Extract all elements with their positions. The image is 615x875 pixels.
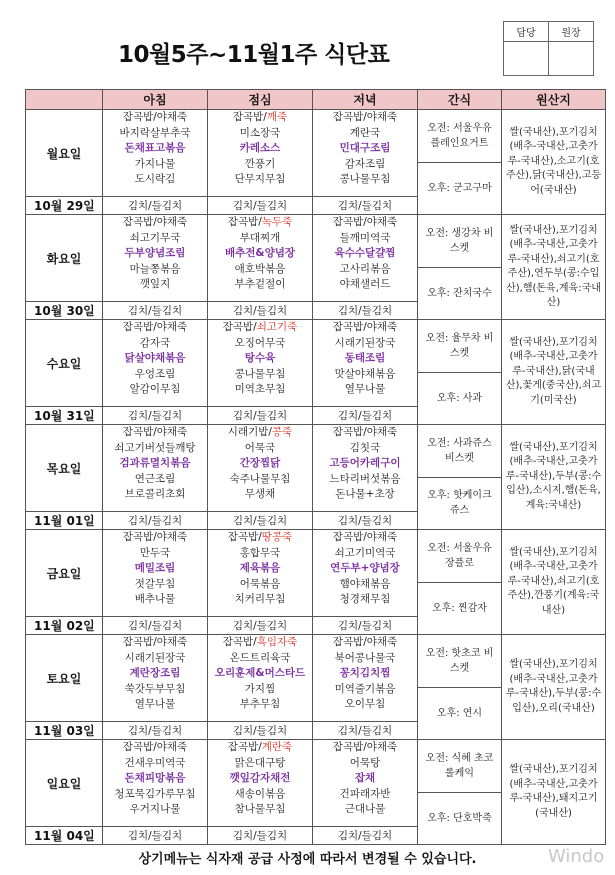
menu-item: 계란장조림 — [129, 667, 181, 680]
origin-cell: 쌀(국내산),포기김치(배추-국내산,고춧가루-국내산),쇠고기(호주산),연두부(콩:수입산),햄(돈육,계육:국내산) — [502, 215, 606, 320]
menu-item: 연두부+양념장 — [330, 562, 400, 575]
menu-item: 잡곡밥/야채죽 — [332, 321, 398, 333]
rice-label: 잡곡밥/ — [227, 741, 262, 753]
menu-item: 단무지무침 — [234, 173, 286, 186]
menu-item: 잡곡밥/야채죽 — [332, 636, 398, 648]
menu-item: 잡채 — [354, 772, 376, 785]
menu-item: 잡곡밥/야채죽 — [332, 216, 398, 228]
menu-item: 부대찌개 — [239, 231, 281, 244]
menu-item: 어묵탕 — [349, 756, 381, 769]
menu-item: 민대구조림 — [339, 142, 391, 155]
kimchi-item: 김치/들김치 — [103, 302, 208, 320]
header-dinner: 저녁 — [313, 90, 418, 110]
kimchi-item: 김치/들김치 — [103, 197, 208, 215]
menu-item: 알감이무침 — [129, 383, 181, 396]
snack-afternoon: 오후: 사과 — [436, 392, 483, 404]
menu-item: 콩나물무침 — [339, 173, 391, 186]
menu-item: 부추무침 — [239, 698, 281, 711]
menu-item: 잡곡밥/야채죽 — [332, 531, 398, 543]
menu-item: 간장찜닭 — [239, 457, 281, 470]
origin-cell: 쌀(국내산),포기김치(배추-국내산,고춧가루-국내산),두부(콩:수입산),오리(국내산) — [502, 635, 606, 740]
date-label: 10월 31일 — [26, 407, 103, 425]
menu-item: 새송이볶음 — [234, 787, 286, 800]
menu-item: 들깨미역국 — [339, 231, 391, 244]
menu-item: 느타리버섯볶음 — [329, 472, 401, 485]
menu-item: 어묵국 — [244, 441, 276, 454]
menu-item: 가지찜 — [244, 682, 276, 695]
menu-item: 잡곡밥/야채죽 — [122, 636, 188, 648]
menu-item: 미역줄기볶음 — [334, 682, 396, 695]
menu-item: 메밀조림 — [134, 562, 176, 575]
menu-item: 홍합무국 — [239, 546, 281, 559]
lunch-cell — [208, 320, 313, 407]
snack-cell — [418, 740, 502, 845]
origin-cell: 쌀(국내산),포기김치(배추-국내산,고춧가루-국내산),소고기(호주산),닭(국내산),고등어(국내산) — [502, 110, 606, 215]
menu-item: 시래기된장국 — [334, 336, 396, 349]
dinner-cell — [313, 740, 418, 827]
header-lunch: 점심 — [208, 90, 313, 110]
menu-item: 우엉조림 — [134, 367, 176, 380]
menu-item: 쇠고기무국 — [129, 231, 181, 244]
menu-item: 계란국 — [349, 126, 381, 139]
menu-item: 깻잎지 — [139, 278, 171, 291]
rice-label: 잡곡밥/ — [227, 531, 262, 543]
kimchi-item: 김치/들김치 — [313, 722, 418, 740]
menu-item — [208, 320, 312, 336]
snack-cell — [418, 530, 502, 635]
lunch-cell — [208, 635, 313, 722]
breakfast-cell — [103, 740, 208, 827]
menu-item: 브로콜리초회 — [124, 488, 186, 501]
kimchi-item: 김치/들김치 — [208, 407, 313, 425]
menu-item: 만두국 — [139, 546, 171, 559]
menu-item — [208, 740, 312, 756]
menu-item: 닭살야채볶음 — [124, 352, 186, 365]
kimchi-item: 김치/들김치 — [208, 617, 313, 635]
menu-item: 오리훈제&머스타드 — [214, 667, 306, 680]
menu-item: 마늘쫑볶음 — [129, 262, 181, 275]
day-row — [26, 530, 606, 617]
menu-item: 배추나물 — [134, 593, 176, 606]
snack-afternoon: 오후: 잔치국수 — [427, 287, 492, 299]
lunch-cell — [208, 530, 313, 617]
rice-label: 잡곡밥/ — [222, 636, 257, 648]
porridge-label: 땅콩죽 — [261, 531, 293, 543]
menu-item: 잡곡밥/야채죽 — [122, 531, 188, 543]
day-label: 일요일 — [26, 740, 103, 827]
kimchi-item: 김치/들김치 — [313, 617, 418, 635]
menu-item — [208, 635, 312, 651]
snack-morning: 오전: 사과쥬스 비스켓 — [418, 426, 501, 478]
menu-item: 오징어무국 — [234, 336, 286, 349]
breakfast-cell — [103, 425, 208, 512]
snack-morning: 오전: 서울우유 플레인요거트 — [418, 111, 501, 163]
menu-item: 잡곡밥/야채죽 — [122, 216, 188, 228]
menu-table — [25, 89, 606, 845]
day-label: 화요일 — [26, 215, 103, 302]
porridge-label: 흑임자죽 — [256, 636, 298, 648]
date-label: 11월 02일 — [26, 617, 103, 635]
page-title: 10월5주~11월1주 식단표 — [118, 42, 390, 68]
menu-item: 미소장국 — [239, 126, 281, 139]
kimchi-item: 김치/들김치 — [313, 512, 418, 530]
menu-item: 감자국 — [139, 336, 171, 349]
rice-label: 잡곡밥/ — [222, 321, 257, 333]
approval-sign-1 — [504, 42, 549, 76]
menu-item: 청포묵김가루무침 — [114, 787, 196, 800]
snack-afternoon: 오후: 찐감자 — [432, 602, 487, 614]
menu-item: 치커리무침 — [234, 593, 286, 606]
menu-item: 청경채무침 — [339, 593, 391, 606]
menu-item: 열무나물 — [344, 383, 386, 396]
menu-item: 맑은대구탕 — [234, 756, 286, 769]
menu-item: 건파래자반 — [339, 787, 391, 800]
snack-morning: 오전: 핫초코 비스켓 — [418, 636, 501, 688]
menu-item: 근대나물 — [344, 803, 386, 816]
breakfast-cell — [103, 320, 208, 407]
origin-cell: 쌀(국내산),포기김치(배추-국내산,고춧가루-국내산),쇠고기(호주산),깐풍기(계육:국내산) — [502, 530, 606, 635]
day-row — [26, 110, 606, 197]
snack-cell — [418, 215, 502, 320]
kimchi-item: 김치/들김치 — [103, 512, 208, 530]
menu-item: 바지락살부추국 — [119, 126, 191, 139]
menu-item — [208, 215, 312, 231]
menu-item: 오이무침 — [344, 698, 386, 711]
menu-item: 숙주나물무침 — [229, 472, 291, 485]
header-day — [26, 90, 103, 110]
snack-cell — [418, 425, 502, 530]
rice-label: 시래기밥/ — [227, 426, 272, 438]
dinner-cell — [313, 425, 418, 512]
porridge-label: 계란죽 — [261, 741, 293, 753]
lunch-cell — [208, 110, 313, 197]
day-label: 수요일 — [26, 320, 103, 407]
day-label: 목요일 — [26, 425, 103, 512]
menu-item: 잡곡밥/야채죽 — [332, 111, 398, 123]
menu-item — [208, 530, 312, 546]
rice-label: 잡곡밥/ — [232, 111, 267, 123]
menu-item: 시래기된장국 — [124, 651, 186, 664]
dinner-cell — [313, 635, 418, 722]
approval-box — [503, 21, 594, 76]
menu-item: 깐풍기 — [244, 157, 276, 170]
kimchi-item: 김치/들김치 — [313, 827, 418, 845]
menu-item: 깻잎감자채전 — [229, 772, 291, 785]
menu-item — [208, 425, 312, 441]
origin-cell: 쌀(국내산),포기김치(배추-국내산,고춧가루-국내산),돼지고기(국내산) — [502, 740, 606, 845]
date-label: 10월 30일 — [26, 302, 103, 320]
menu-item: 돈나물+초장 — [335, 488, 395, 501]
approval-label-2: 원장 — [549, 22, 594, 42]
rice-label: 잡곡밥/ — [227, 216, 262, 228]
menu-item: 도시락김 — [134, 173, 176, 186]
kimchi-item: 김치/들김치 — [313, 302, 418, 320]
day-label: 월요일 — [26, 110, 103, 197]
day-row — [26, 425, 606, 512]
menu-item: 탕수육 — [244, 352, 276, 365]
menu-item: 동태조림 — [344, 352, 386, 365]
menu-item: 햄야채볶음 — [339, 577, 391, 590]
kimchi-item: 김치/들김치 — [313, 407, 418, 425]
menu-item: 김칫국 — [349, 441, 381, 454]
menu-item: 어묵볶음 — [239, 577, 281, 590]
dinner-cell — [313, 530, 418, 617]
header-breakfast: 아침 — [103, 90, 208, 110]
menu-item: 잡곡밥/야채죽 — [332, 426, 398, 438]
kimchi-item: 김치/들김치 — [208, 302, 313, 320]
kimchi-item: 김치/들김치 — [313, 197, 418, 215]
lunch-cell — [208, 740, 313, 827]
date-label: 11월 03일 — [26, 722, 103, 740]
kimchi-item: 김치/들김치 — [103, 722, 208, 740]
approval-sign-2 — [549, 42, 594, 76]
day-row — [26, 320, 606, 407]
date-label: 11월 04일 — [26, 827, 103, 845]
snack-morning: 오전: 율무차 비스켓 — [418, 321, 501, 373]
menu-item: 건새우미역국 — [124, 756, 186, 769]
porridge-label: 녹두죽 — [261, 216, 293, 228]
kimchi-item: 김치/들김치 — [103, 407, 208, 425]
breakfast-cell — [103, 635, 208, 722]
porridge-label: 쇠고기죽 — [256, 321, 298, 333]
menu-item: 잡곡밥/야채죽 — [332, 741, 398, 753]
dinner-cell — [313, 110, 418, 197]
menu-item: 배추전&양념장 — [224, 247, 295, 260]
kimchi-item: 김치/들김치 — [103, 827, 208, 845]
porridge-label: 깨죽 — [266, 111, 288, 123]
menu-item: 고등어카레구이 — [329, 457, 401, 470]
menu-item: 두부양념조림 — [124, 247, 186, 260]
header-row — [26, 90, 606, 110]
snack-morning: 오전: 서울우유 장플로 — [418, 531, 501, 583]
header-origin: 원산지 — [502, 90, 606, 110]
origin-cell: 쌀(국내산),포기김치(배추-국내산,고춧가루-국내산),두부(콩:수입산),소시지,햄(돈육,계육:국내산) — [502, 425, 606, 530]
kimchi-item: 김치/들김치 — [208, 512, 313, 530]
snack-cell — [418, 320, 502, 425]
header-snack: 간식 — [418, 90, 502, 110]
menu-item: 고사리볶음 — [339, 262, 391, 275]
kimchi-item: 김치/들김치 — [103, 617, 208, 635]
menu-item: 가지나물 — [134, 157, 176, 170]
menu-item: 무생채 — [244, 488, 276, 501]
snack-afternoon: 오후: 단호박죽 — [427, 812, 492, 824]
lunch-cell — [208, 215, 313, 302]
day-label: 금요일 — [26, 530, 103, 617]
dinner-cell — [313, 215, 418, 302]
day-row — [26, 740, 606, 827]
menu-item: 애호박볶음 — [234, 262, 286, 275]
menu-item: 돈채표고볶음 — [124, 142, 186, 155]
snack-morning: 오전: 생강차 비스켓 — [418, 216, 501, 268]
origin-cell: 쌀(국내산),포기김치(배추-국내산,고춧가루-국내산),닭(국내산),꽃게(중국산),쇠고기(미국산) — [502, 320, 606, 425]
lunch-cell — [208, 425, 313, 512]
menu-item: 돈채피망볶음 — [124, 772, 186, 785]
menu-item: 열무나물 — [134, 698, 176, 711]
snack-cell — [418, 635, 502, 740]
menu-item: 참나물무침 — [234, 803, 286, 816]
menu-item: 잡곡밥/야채죽 — [122, 426, 188, 438]
date-label: 10월 29일 — [26, 197, 103, 215]
menu-item — [208, 110, 312, 126]
date-label: 11월 01일 — [26, 512, 103, 530]
kimchi-item: 김치/들김치 — [208, 827, 313, 845]
snack-cell — [418, 110, 502, 215]
menu-item: 미역초무침 — [234, 383, 286, 396]
menu-item: 잡곡밥/야채죽 — [122, 321, 188, 333]
porridge-label: 콩죽 — [271, 426, 293, 438]
breakfast-cell — [103, 530, 208, 617]
snack-afternoon: 오후: 핫케이크 쥬스 — [427, 490, 492, 516]
menu-item: 쑥갓두부무침 — [124, 682, 186, 695]
menu-item: 젓갈무침 — [134, 577, 176, 590]
snack-morning: 오전: 식혜 초코롤케익 — [418, 741, 501, 793]
menu-item: 잡곡밥/야채죽 — [122, 111, 188, 123]
watermark: Windo — [548, 846, 605, 867]
menu-item: 맛살야채볶음 — [334, 367, 396, 380]
day-row — [26, 635, 606, 722]
menu-item: 부추겉절이 — [234, 278, 286, 291]
kimchi-item: 김치/들김치 — [208, 197, 313, 215]
menu-item: 연근조림 — [134, 472, 176, 485]
menu-item: 육수수달걀찜 — [334, 247, 396, 260]
menu-item: 카레소스 — [239, 142, 281, 155]
menu-item: 콩나물무침 — [234, 367, 286, 380]
day-label: 토요일 — [26, 635, 103, 722]
breakfast-cell — [103, 215, 208, 302]
menu-item: 쇠고기버섯들깨탕 — [114, 441, 196, 454]
day-row — [26, 215, 606, 302]
footer-note: 상기메뉴는 식자재 공급 사정에 따라서 변경될 수 있습니다. — [138, 852, 477, 867]
menu-item: 감자조림 — [344, 157, 386, 170]
menu-item: 검과류멸치볶음 — [119, 457, 191, 470]
menu-item: 우거지나물 — [129, 803, 181, 816]
approval-label-1: 담당 — [504, 22, 549, 42]
menu-item: 야채샐러드 — [339, 278, 391, 291]
kimchi-item: 김치/들김치 — [208, 722, 313, 740]
menu-item: 제육볶음 — [239, 562, 281, 575]
menu-item: 쇠고기미역국 — [334, 546, 396, 559]
dinner-cell — [313, 320, 418, 407]
menu-item: 잡곡밥/야채죽 — [122, 741, 188, 753]
menu-item: 온드트리육국 — [229, 651, 291, 664]
breakfast-cell — [103, 110, 208, 197]
snack-afternoon: 오후: 연시 — [436, 707, 483, 719]
menu-item: 꽁치김치찜 — [339, 667, 391, 680]
snack-afternoon: 오후: 군고구마 — [427, 182, 492, 194]
menu-item: 북어콩나물국 — [334, 651, 396, 664]
